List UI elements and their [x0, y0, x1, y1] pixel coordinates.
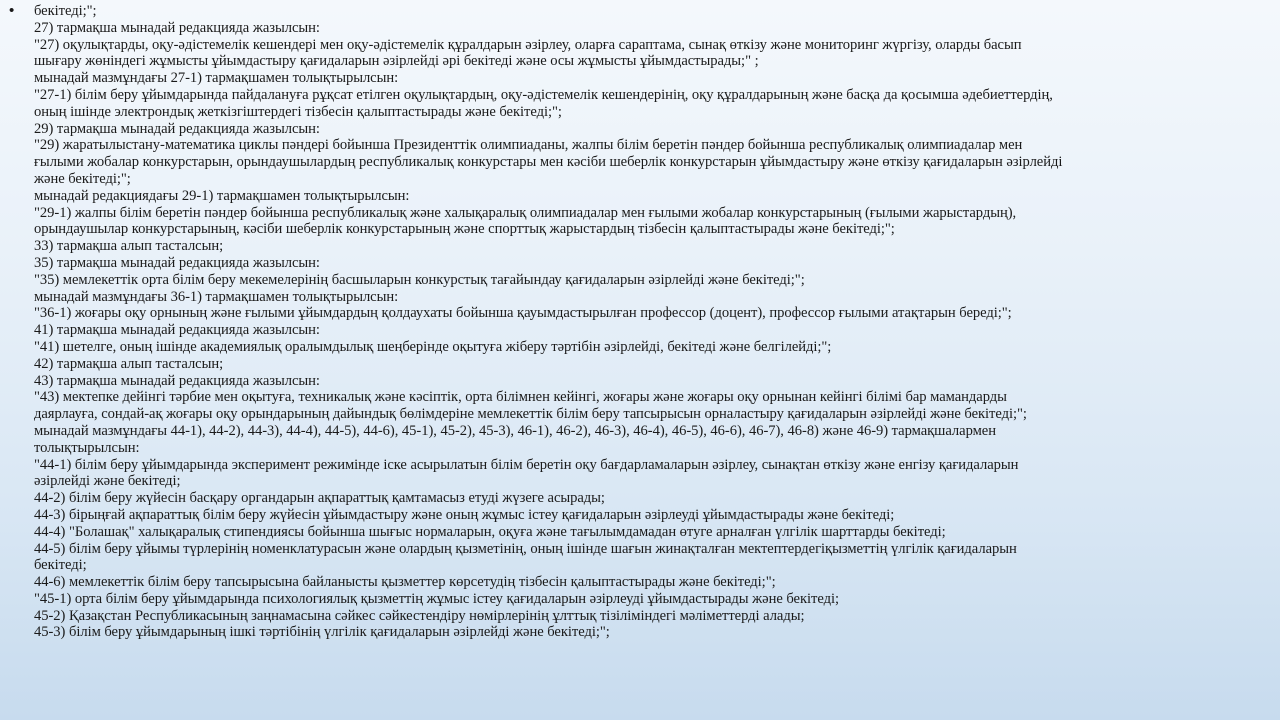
text-line: "29) жаратылыстану-математика циклы пәндері бойынша Президенттік олимпиаданы, жалпы білім беретін пәндер бойынша республикалық олимпиадалар мен [34, 137, 1023, 154]
text-line: шығару жөніндегі жұмысты ұйымдастыру қағидаларын әзірлейді әрі бекітеді және осы жұмысты ұйымдастырады;" ; [34, 53, 759, 70]
text-line: 27) тармақша мынадай редакцияда жазылсын: [34, 19, 320, 36]
text-line: 45-2) Қазақстан Республикасының заңнамасына сәйкес сәйкестендіру нөмірлерінің ұлттық тізіліміндегі мәліметтерді алады; [34, 607, 805, 624]
bullet-marker: • [9, 2, 15, 19]
text-line: даярлауға, сондай-ақ жоғары оқу орындарының дайындық бөлімдеріне мемлекеттік білім беру тапсырысын орналастыру қағидаларын әзірлейді және бекітеді;"; [34, 406, 1027, 423]
text-line: "35) мемлекеттік орта білім беру мекемелерінің басшыларын конкурстық тағайындау қағидаларын әзірлейді және бекітеді;"; [34, 271, 805, 288]
text-line: 44-5) білім беру ұйымы түрлерінің номенклатурасын және олардың қызметінің, оның ішінде шағын жинақталған мектептердегіқызметтің үлгілік қағидаларын [34, 540, 1017, 557]
text-line: 35) тармақша мынадай редакцияда жазылсын: [34, 254, 320, 271]
text-line: 29) тармақша мынадай редакцияда жазылсын: [34, 120, 320, 137]
text-line: әзірлейді және бекітеді; [34, 473, 181, 490]
text-line: бекітеді;"; [34, 3, 97, 19]
text-line: мынадай мазмұндағы 27-1) тармақшамен толықтырылсын: [34, 70, 399, 87]
text-line: 41) тармақша мынадай редакцияда жазылсын: [34, 322, 320, 339]
text-line: "45-1) орта білім беру ұйымдарында психологиялық қызметтің жұмыс істеу қағидаларын әзірлеуді ұйымдастырады және бекітеді; [34, 590, 839, 607]
text-line: ғылыми жобалар конкурстарын, орындаушылардың республикалық конкурстары мен кәсіби шеберлік конкурстарын ұйымдастыру және өткізу қағидаларын әзірлейді [34, 154, 1063, 171]
text-line: 45-3) білім беру ұйымдарының ішкі тәртібінің үлгілік қағидаларын әзірлейді және бекітеді;"; [34, 624, 610, 641]
text-line: "29-1) жалпы білім беретін пәндер бойынша республикалық және халықаралық олимпиадалар мен ғылыми жобалар конкурстарының (ғылыми жарыстардың), [34, 204, 1017, 221]
text-line: орындаушылар конкурстарының, кәсіби шеберлік конкурстарының және спорттық жарыстардың тізбесін қалыптастырады және бекітеді;"; [34, 221, 895, 238]
text-line: 43) тармақша мынадай редакцияда жазылсын: [34, 372, 320, 389]
text-line: 42) тармақша алып тасталсын; [34, 355, 224, 372]
text-line: 33) тармақша алып тасталсын; [34, 238, 224, 255]
text-line: мынадай мазмұндағы 36-1) тармақшамен толықтырылсын: [34, 288, 399, 305]
text-line: "41) шетелге, оның ішінде академиялық оралымдылық шеңберінде оқытуға жіберу тәртібін әзірлейді, бекітеді және белгілейді;"; [34, 338, 832, 355]
text-line: "27) оқулықтарды, оқу-әдістемелік кешендері мен оқу-әдістемелік құралдарын әзірлеу, оларға сараптама, сынақ өткізу және мониторинг жүргізу, оларды басып [34, 36, 1022, 53]
text-line: "27-1) білім беру ұйымдарында пайдалануға рұқсат етілген оқулықтардың, оқу-әдістемелік кешендерінің, оқу құралдарының және басқа да қосымша әдебиеттердің, [34, 86, 1053, 103]
text-line: 44-4) "Болашақ" халықаралық стипендиясы бойынша шығыс нормаларын, оқуға және тағылымдамадан өтуге арналған үлгілік шарттарды бекітеді; [34, 523, 946, 540]
text-line: және бекітеді;"; [34, 170, 131, 187]
text-line: мынадай мазмұндағы 44-1), 44-2), 44-3), 44-4), 44-5), 44-6), 45-1), 45-2), 45-3), 46-1), 46-2), 46-3), 46-4), 46-5), 46-6), 46-7), 46-8) және 46-9) тармақшалармен [34, 422, 996, 439]
text-line: 44-6) мемлекеттік білім беру тапсырысына байланысты қызметтер көрсетудің тізбесін қалыптастырады және бекітеді;"; [34, 574, 776, 591]
text-line: "43) мектепке дейінгі тәрбие мен оқытуға, техникалық және кәсіптік, орта білімнен кейінгі, жоғары және жоғары оқу орнынан кейінгі білімі бар мамандарды [34, 389, 1007, 406]
text-line: "36-1) жоғары оқу орнының және ғылыми ұйымдардың қолдаухаты бойынша қауымдастырылған профессор (доцент), профессор ғылыми атақтарын береді;"; [34, 305, 1012, 322]
text-line: "44-1) білім беру ұйымдарында эксперимент режимінде іске асырылатын білім беретін оқу бағдарламаларын әзірлеу, сынақтан өткізу және енгізу қағидаларын [34, 456, 1019, 473]
document-body [34, 3, 1270, 641]
text-line: бекітеді; [34, 557, 87, 574]
text-line: 44-3) бірыңғай ақпараттық білім беру жүйесін ұйымдастыру және оның жұмыс істеу қағидаларын әзірлеуді ұйымдастырады және бекітеді; [34, 506, 895, 523]
text-line: 44-2) білім беру жүйесін басқару органдарын ақпараттық қамтамасыз етуді жүзеге асырады; [34, 490, 605, 507]
text-line: мынадай редакциядағы 29-1) тармақшамен толықтырылсын: [34, 187, 410, 204]
text-line: толықтырылсын: [34, 439, 140, 456]
text-line: оның ішінде электрондық жеткізгіштердегі тізбесін қалыптастырады және бекітеді;"; [34, 103, 562, 120]
